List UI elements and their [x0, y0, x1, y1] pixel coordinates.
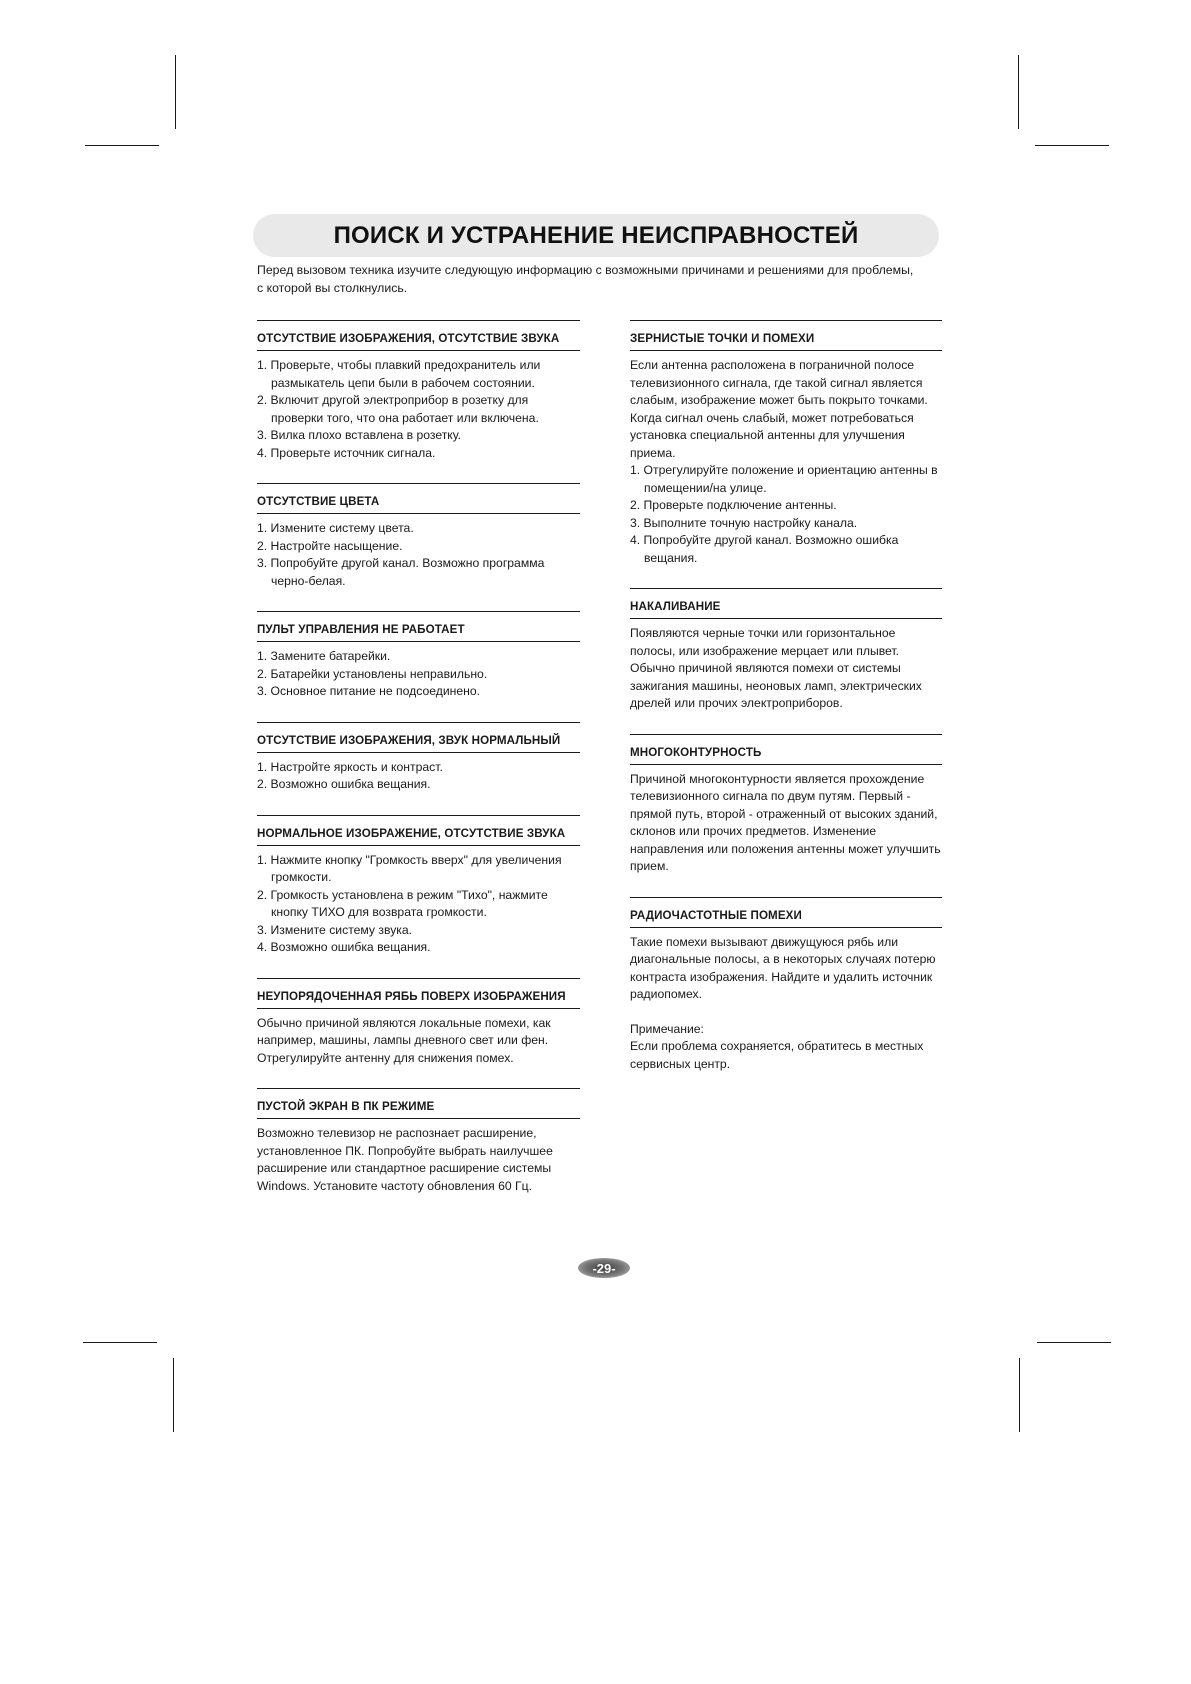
section-title: НОРМАЛЬНОЕ ИЗОБРАЖЕНИЕ, ОТСУТСТВИЕ ЗВУКА	[257, 815, 580, 846]
list-item: 1. Измените систему цвета.	[257, 521, 414, 535]
section-snowy-dots	[630, 320, 942, 567]
section-text: Возможно телевизор не распознает расширение, установленное ПК. Попробуйте выбрать наилучшее расширение или стандартное расширение системы Windows. Установите частоту обновления 60 Гц.	[257, 1126, 553, 1193]
section-blank-screen-pc	[257, 1088, 580, 1195]
crop-mark	[1037, 1342, 1111, 1343]
section-title: НАКАЛИВАНИЕ	[630, 588, 942, 619]
section-title: ПУСТОЙ ЭКРАН В ПК РЕЖИМЕ	[257, 1088, 580, 1119]
page-title-bar	[253, 214, 939, 257]
list-item: 2. Настройте насыщение.	[257, 538, 403, 553]
section-ghosting	[630, 734, 942, 876]
section-no-color	[257, 483, 580, 590]
page-title: ПОИСК И УСТРАНЕНИЕ НЕИСПРАВНОСТЕЙ	[333, 221, 859, 249]
section-title: РАДИОЧАСТОТНЫЕ ПОМЕХИ	[630, 897, 942, 928]
section-text: Причиной многоконтурности является прохождение телевизионного сигнала по двум путям. Первый - прямой путь, второй - отраженный от высоких зданий, склонов или прочих предметов. Изменение направления или положения антенны может улучшить прием.	[630, 771, 941, 873]
list-item: 4. Попробуйте другой канал. Возможно ошибка вещания.	[630, 533, 899, 565]
list-item: 2. Включит другой электроприбор в розетку для проверки того, что она работает или включена.	[257, 393, 539, 425]
crop-mark	[1018, 55, 1019, 129]
list-item: 2. Возможно ошибка вещания.	[257, 777, 431, 791]
section-no-picture-sound-ok	[257, 722, 580, 794]
list-item: 3. Выполните точную настройку канала.	[630, 515, 858, 530]
crop-mark	[1019, 1358, 1020, 1432]
section-text: Обычно причиной являются локальные помехи, как например, машины, лампы дневного свет или фен. Отрегулируйте антенну для снижения помех.	[257, 1015, 551, 1065]
crop-mark	[83, 1342, 157, 1343]
section-text: Если антенна расположена в пограничной полосе телевизионного сигнала, где такой сигнал является слабым, изображение может быть покрыто точками. Когда сигнал очень слабый, может потребоваться установка специальной антенны для улучшения приема.	[630, 358, 928, 460]
note-text: Если проблема сохраняется, обратитесь в местных сервисных центр.	[630, 1039, 924, 1071]
list-item: 3. Попробуйте другой канал. Возможно программа черно-белая.	[257, 556, 545, 588]
list-item: 3. Вилка плохо вставлена в розетку.	[257, 428, 462, 442]
list-item: 1. Нажмите кнопку "Громкость вверх" для увеличения громкости.	[257, 852, 562, 884]
crop-mark	[1035, 145, 1109, 146]
list-item: 2. Громкость установлена в режим "Тихо", нажмите кнопку ТИХО для возврата громкости.	[257, 887, 548, 919]
section-title: ЗЕРНИСТЫЕ ТОЧКИ И ПОМЕХИ	[630, 320, 942, 351]
list-item: 1. Настройте яркость и контраст.	[257, 759, 443, 774]
right-column	[630, 320, 942, 1094]
note-label: Примечание:	[630, 1021, 704, 1036]
crop-mark	[175, 55, 176, 129]
crop-mark	[173, 1358, 174, 1432]
section-text: Такие помехи вызывают движущуюся рябь или диагональные полосы, а в некоторых случаях потерю контраста изображения. Найдите и удалить источник радиопомех.	[630, 934, 936, 1001]
section-text: Появляются черные точки или горизонтальное полосы, или изображение мерцает или плывет. Обычно причиной являются помехи от системы зажигания машины, неоновых ламп, электрических дрелей или прочих электроприборов.	[630, 626, 922, 710]
section-no-picture-no-sound	[257, 320, 580, 462]
intro-text: Перед вызовом техника изучите следующую информацию с возможными причинами и решениями для проблемы, с которой вы столкнулись.	[257, 263, 914, 295]
page-number: -29-	[578, 1258, 630, 1278]
section-title: ПУЛЬТ УПРАВЛЕНИЯ НЕ РАБОТАЕТ	[257, 611, 580, 642]
list-item: 3. Основное питание не подсоединено.	[257, 684, 481, 698]
list-item: 1. Замените батарейки.	[257, 649, 391, 663]
list-item: 2. Батарейки установлены неправильно.	[257, 666, 488, 681]
list-item: 2. Проверьте подключение антенны.	[630, 498, 837, 512]
list-item: 1. Отрегулируйте положение и ориентацию антенны в помещении/на улице.	[630, 463, 938, 495]
section-title: МНОГОКОНТУРНОСТЬ	[630, 734, 942, 765]
left-column	[257, 320, 580, 1216]
section-title: ОТСУТСТВИЕ ЦВЕТА	[257, 483, 580, 514]
section-title: ОТСУТСТВИЕ ИЗОБРАЖЕНИЯ, ОТСУТСТВИЕ ЗВУКА	[257, 320, 580, 351]
section-random-ripple	[257, 978, 580, 1068]
section-remote-not-working	[257, 611, 580, 701]
list-item: 1. Проверьте, чтобы плавкий предохранитель или размыкатель цепи были в рабочем состоянии.	[257, 358, 541, 390]
crop-mark	[85, 145, 159, 146]
list-item: 3. Измените систему звука.	[257, 922, 413, 937]
list-item: 4. Возможно ошибка вещания.	[257, 940, 431, 954]
section-picture-ok-no-sound	[257, 815, 580, 957]
section-rf-interference	[630, 897, 942, 1074]
list-item: 4. Проверьте источник сигнала.	[257, 445, 436, 460]
section-title: ОТСУТСТВИЕ ИЗОБРАЖЕНИЯ, ЗВУК НОРМАЛЬНЫЙ	[257, 722, 580, 753]
section-ignition-noise	[630, 588, 942, 713]
section-title: НЕУПОРЯДОЧЕННАЯ РЯБЬ ПОВЕРХ ИЗОБРАЖЕНИЯ	[257, 978, 580, 1009]
